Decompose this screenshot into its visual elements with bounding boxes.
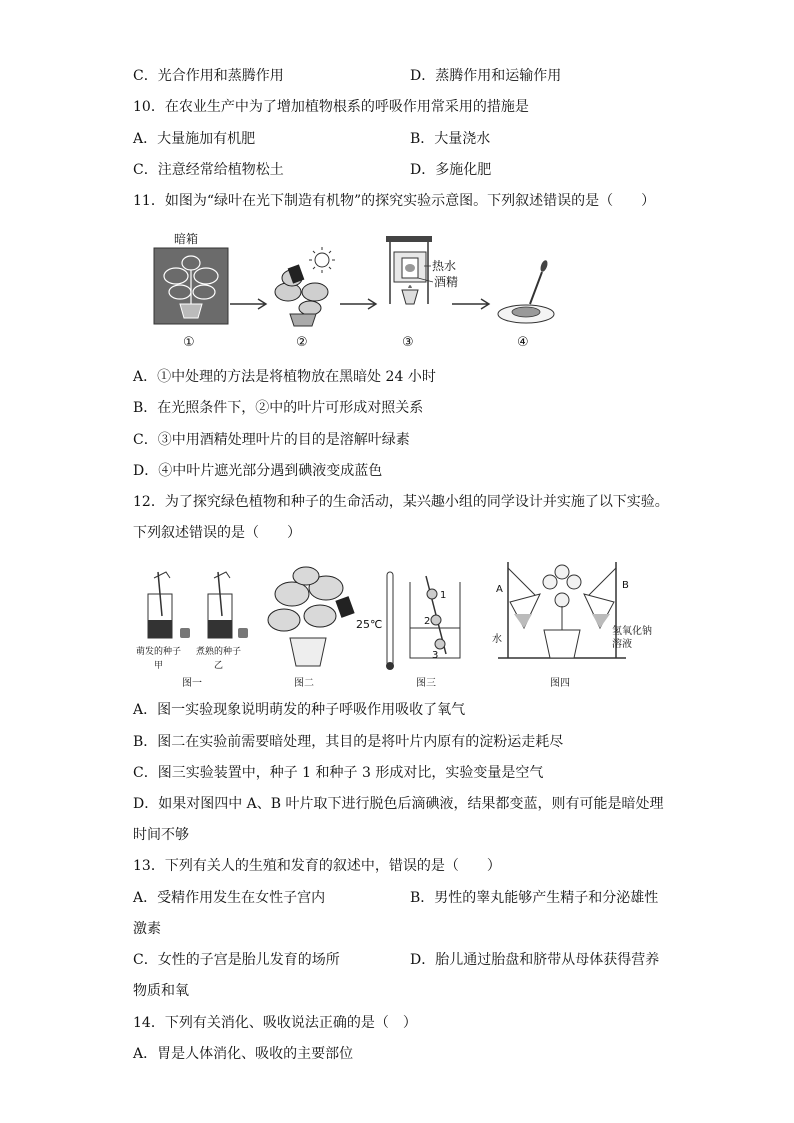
q10-option-b: B．大量浇水: [410, 131, 491, 147]
q12-option-c: C．图三实验装置中，种子 1 和种子 3 形成对比，实验变量是空气: [133, 765, 544, 781]
naoh-label-2: 溶液: [612, 639, 632, 650]
q11-option-b: B．在光照条件下，②中的叶片可形成对照关系: [133, 400, 424, 416]
step-label-4: ④: [517, 335, 529, 350]
seed-number-1: 1: [440, 590, 447, 601]
arrow-2: [340, 299, 376, 309]
water-bath-panel: [386, 236, 458, 304]
q11-option-d: D．④中叶片遮光部分遇到碘液变成蓝色: [133, 463, 383, 479]
caption-figure-2: 图二: [294, 678, 314, 689]
q10-stem: 10．在农业生产中为了增加植物根系的呼吸作用常采用的措施是: [133, 99, 529, 115]
q12-option-a: A．图一实验现象说明萌发的种子呼吸作用吸收了氧气: [133, 702, 466, 718]
q12-stem-line2: 下列叙述错误的是（ ）: [133, 525, 301, 541]
q11-experiment-figure: [150, 230, 570, 352]
q9-option-c: C．光合作用和蒸腾作用: [133, 68, 284, 84]
water-label: 水: [492, 634, 502, 645]
q13-stem: 13．下列有关人的生殖和发育的叙述中，错误的是（ ）: [133, 858, 501, 874]
jar-label-right: 煮熟的种子: [196, 647, 242, 657]
q12-option-d-line1: D．如果对图四中 A、B 叶片取下进行脱色后滴碘液，结果都变蓝，则有可能是暗处理: [133, 796, 664, 812]
naoh-label-1: 氢氧化钠: [612, 626, 652, 637]
figure-three-beaker: [356, 572, 460, 670]
label-a: A: [496, 584, 503, 595]
figure-one-jars: [136, 572, 248, 671]
q10-option-a: A．大量施加有机肥: [133, 131, 256, 147]
q13-option-c: C．女性的子宫是胎儿发育的场所: [133, 952, 340, 968]
q10-option-c: C．注意经常给植物松土: [133, 162, 284, 178]
q11-option-c: C．③中用酒精处理叶片的目的是溶解叶绿素: [133, 432, 410, 448]
arrow-3: [452, 299, 489, 309]
q12-experiment-figure: [130, 558, 660, 692]
hot-water-label: 热水: [432, 259, 457, 273]
iodine-dish-panel: [498, 259, 554, 323]
figure-four-bags: [492, 562, 652, 658]
dark-box-panel: [154, 231, 228, 324]
step-label-3: ③: [402, 335, 414, 350]
q11-option-a: A．①中处理的方法是将植物放在黑暗处 24 小时: [133, 369, 436, 385]
dark-box-label: 暗箱: [174, 232, 199, 246]
q10-option-d: D．多施化肥: [410, 162, 492, 178]
label-b: B: [622, 580, 629, 591]
caption-figure-1: 图一: [182, 678, 202, 689]
step-label-1: ①: [183, 335, 195, 350]
jar-sub-left: 甲: [154, 661, 164, 671]
q14-option-a: A．胃是人体消化、吸收的主要部位: [133, 1046, 354, 1062]
q13-option-b-line2: 激素: [133, 921, 161, 937]
arrow-1: [230, 299, 266, 309]
figure-two-plant: [268, 567, 355, 666]
q13-option-a: A．受精作用发生在女性子宫内: [133, 890, 326, 906]
q13-option-d-line1: D．胎儿通过胎盘和脐带从母体获得营养: [410, 952, 660, 968]
q14-stem: 14．下列有关消化、吸收说法正确的是（ ）: [133, 1015, 417, 1031]
caption-figure-3: 图三: [416, 678, 436, 689]
seed-number-2: 2: [424, 616, 431, 627]
jar-sub-right: 乙: [214, 661, 224, 671]
q13-option-b-line1: B．男性的睾丸能够产生精子和分泌雄性: [410, 890, 659, 906]
seed-number-3: 3: [432, 650, 439, 661]
q9-option-d: D．蒸腾作用和运输作用: [410, 68, 562, 84]
caption-figure-4: 图四: [550, 678, 570, 689]
alcohol-label: 酒精: [434, 275, 459, 289]
q13-option-d-line2: 物质和氧: [133, 983, 189, 999]
light-plant-panel: [275, 247, 335, 326]
jar-label-left: 萌发的种子: [136, 647, 182, 657]
q12-option-b: B．图二在实验前需要暗处理，其目的是将叶片内原有的淀粉运走耗尽: [133, 734, 564, 750]
temp-label: 25℃: [356, 618, 383, 631]
q12-stem-line1: 12．为了探究绿色植物和种子的生命活动，某兴趣小组的同学设计并实施了以下实验。: [133, 494, 669, 510]
step-label-2: ②: [296, 335, 308, 350]
q12-option-d-line2: 时间不够: [133, 827, 189, 843]
q11-stem: 11．如图为“绿叶在光下制造有机物”的探究实验示意图。下列叙述错误的是（ ）: [133, 193, 656, 209]
